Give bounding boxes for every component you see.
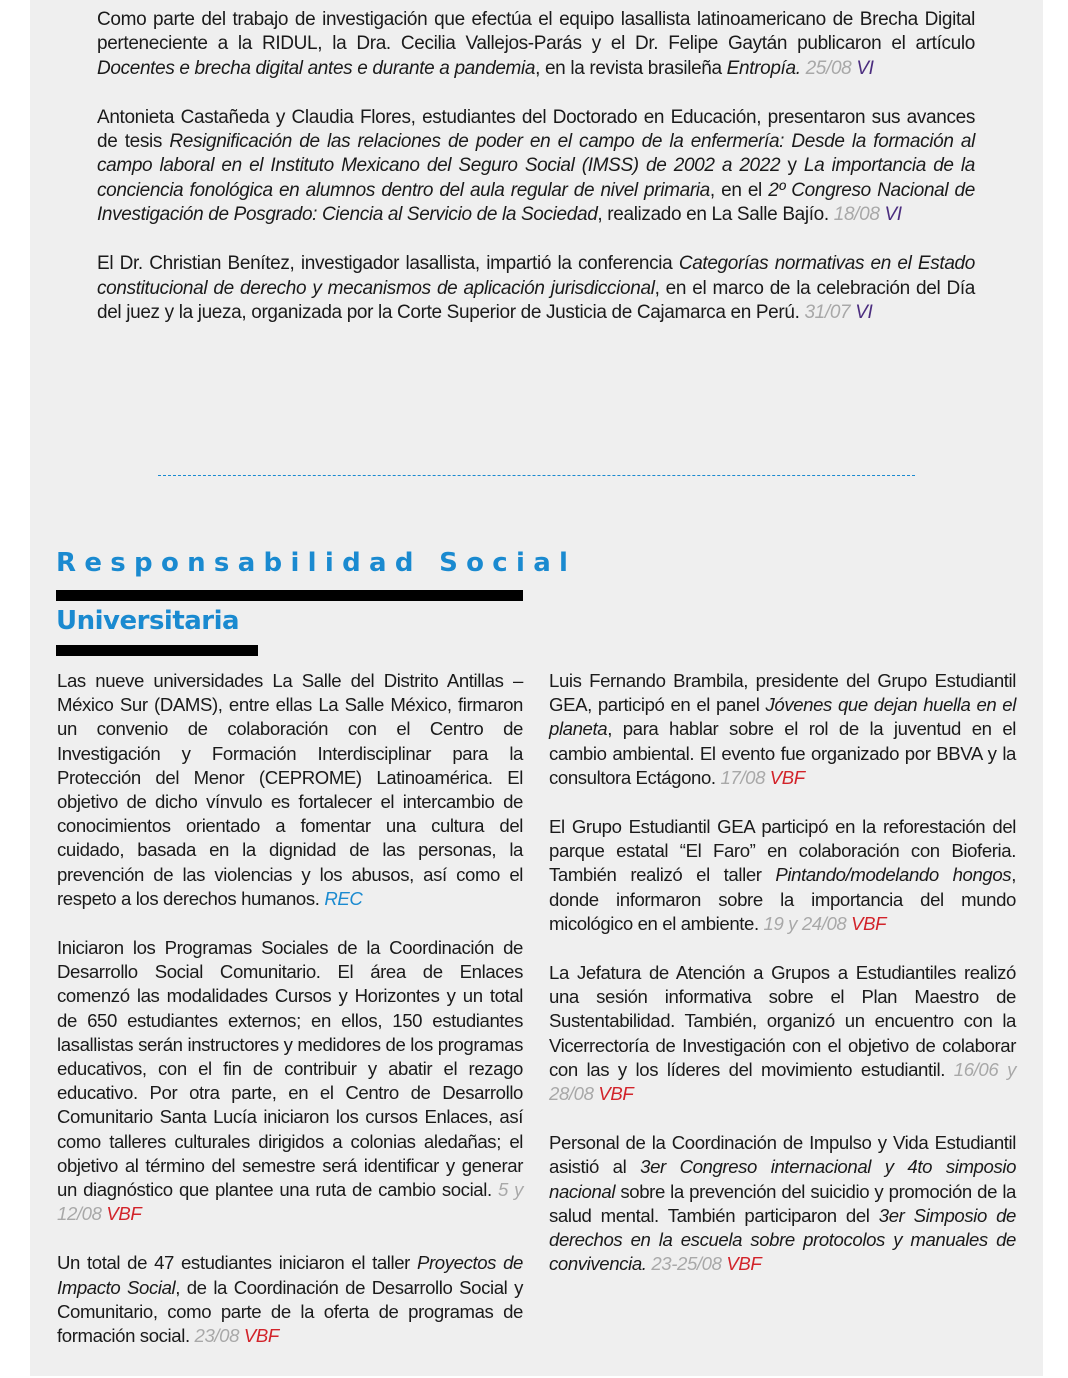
item-text: , de la Coordinación de Desarrollo Social y Comunitario, como parte de la oferta de programas de formación social. xyxy=(57,1276,523,1347)
item-date: 5 y 12/08 xyxy=(57,1179,523,1225)
item-text: , donde informaron sobre la importancia del mundo micológico en el ambiente. xyxy=(549,864,1016,934)
news-item xyxy=(97,252,975,325)
item-source-tag: VBF xyxy=(598,1083,634,1105)
item-text: Personal de la Coordinación de Impulso y Vida Estudiantil asistió al xyxy=(549,1132,1016,1178)
section-heading-line1: Responsabilidad Social xyxy=(56,548,577,578)
item-text: El Grupo Estudiantil GEA participó en la reforestación del parque estatal “El Faro” en colaboración con Bioferia. También realizó el taller xyxy=(549,816,1016,886)
item-date: 19 y 24/08 xyxy=(763,912,847,934)
item-source-tag: VBF xyxy=(851,912,887,934)
item-text: . xyxy=(641,1253,647,1275)
workshop-title: Proyectos de Impacto Social xyxy=(57,1252,523,1298)
item-text: Un total de 47 estudiantes iniciaron el taller xyxy=(57,1252,417,1274)
congress-title: 3er Congreso internacional y 4to simposio nacional xyxy=(549,1156,1017,1202)
news-item xyxy=(57,669,523,911)
news-item xyxy=(549,669,1016,790)
item-text: Antonieta Castañeda y Claudia Flores, estudiantes del Doctorado en Educación, presentaron sus avances de tesis xyxy=(97,106,975,153)
item-source-tag: VI xyxy=(855,301,873,323)
congress-title: 2º Congreso Nacional de Investigación de Posgrado: Ciencia al Servicio de la Sociedad xyxy=(97,179,975,226)
item-text: Como parte del trabajo de investigación que efectúa el equipo lasallista latinoamericano de Brecha Digital perteneciente a la RIDUL, la Dra. Cecilia Vallejos-Parás y el Dr. Felipe Gaytán publicaron el artículo xyxy=(97,9,975,55)
news-item xyxy=(549,815,1016,936)
item-date: 18/08 xyxy=(833,204,880,226)
item-text: , para hablar sobre el rol de la juventud en el cambio ambiental. El evento fue organizado por BBVA y la consultora Ectágono. xyxy=(549,718,1016,788)
item-date: 17/08 xyxy=(720,766,766,788)
heading-underline-bar xyxy=(56,590,523,601)
item-date: 23-25/08 xyxy=(651,1253,722,1275)
item-text: Las nueve universidades La Salle del Distrito Antillas – México Sur (DAMS), entre ellas La Salle México, firmaron un convenio de colaboración con el Centro de Investigación y Formación Interdisciplinar para la Protección del Menor (CEPROME) Latinoamérica. El objetivo de dicho vínvulo es fortalecer el intercambio de conocimientos orientado a fomentar una cultura del cuidado, basada en la dignidad de las personas, la prevención de las violencias y los abusos, así como el respeto a los derechos humanos. xyxy=(57,670,523,909)
item-source-tag: VBF xyxy=(769,766,805,788)
item-date: 16/06 y 28/08 xyxy=(549,1058,1016,1105)
news-item xyxy=(549,1131,1016,1276)
item-source-tag: VBF xyxy=(726,1253,762,1275)
section-divider xyxy=(158,475,915,476)
news-item xyxy=(549,961,1016,1106)
item-source-tag: VBF xyxy=(106,1203,142,1225)
news-item xyxy=(57,1251,523,1348)
left-column xyxy=(57,669,523,1373)
item-date: 31/07 xyxy=(804,301,851,323)
item-date: 23/08 xyxy=(194,1325,240,1347)
item-text: , en la revista brasileña xyxy=(535,57,727,79)
item-text: sobre la prevención del suicidio y promoción de la salud mental. También participaron del xyxy=(549,1180,1016,1226)
news-item xyxy=(97,106,975,227)
item-text: El Dr. Christian Benítez, investigador lasallista, impartió la conferencia xyxy=(97,253,679,275)
item-source-tag: VI xyxy=(856,57,874,79)
item-source-tag: VI xyxy=(884,204,902,226)
item-text: y xyxy=(780,155,804,177)
item-date: 25/08 xyxy=(805,57,852,79)
item-text: . xyxy=(795,57,801,79)
news-item xyxy=(57,936,523,1226)
right-column xyxy=(549,669,1016,1301)
thesis-title: La importancia de la conciencia fonológica en alumnos dentro del aula regular de nivel primaria xyxy=(97,155,975,201)
panel-title: Jóvenes que dejan huella en el planeta xyxy=(549,694,1016,740)
item-text: La Jefatura de Atención a Grupos a Estudiantiles realizó una sesión informativa sobre el Plan Maestro de Sustentabilidad. También, organizó un encuentro con la Vicerrectoría de Investigación con el objetivo de colaborar con las y los líderes del movimiento estudiantil. xyxy=(549,962,1016,1080)
item-text: , en el marco de la celebración del Día del juez y la jueza, organizada por la Corte Superior de Justicia de Cajamarca en Perú. xyxy=(97,277,975,323)
thesis-title: Resignificación de las relaciones de poder en el campo de la enfermería: Desde la formación al campo laboral en el Instituto Mexicano del Seguro Social (IMSS) de 2002 a 2022 xyxy=(97,131,975,177)
conference-title: Categorías normativas en el Estado constitucional de derecho y mecanismos de aplicación jurisdiccional xyxy=(97,253,975,299)
workshop-title: Pintando/modelando hongos xyxy=(775,864,1012,886)
item-text: , realizado en La Salle Bajío. xyxy=(597,204,829,226)
article-title: Docentes e brecha digital antes e durante a pandemia xyxy=(97,57,536,79)
item-text: , en el xyxy=(709,179,769,201)
research-news-block xyxy=(97,8,975,350)
section-heading-line2: Universitaria xyxy=(56,606,240,636)
item-source-tag: REC xyxy=(324,887,363,909)
journal-title: Entropía xyxy=(726,57,796,79)
item-source-tag: VBF xyxy=(243,1325,279,1347)
item-text: Iniciaron los Programas Sociales de la Coordinación de Desarrollo Social Comunitario. El área de Enlaces comenzó las modalidades Cursos y Horizontes y un total de 650 estudiantes externos; en ellos, 150 estudiantes lasallistas serán instructores y medidores de los programas educativos, con el fin de contribuir y abatir el rezago educativo. Por otra parte, en el Centro de Desarrollo Comunitario Santa Lucía iniciaron los cursos Enlaces, así como talleres culturales dirigidos a colonias aledañas; el objetivo al término del semestre será identificar y generar un diagnóstico que plantee una ruta de cambio social. xyxy=(57,937,523,1201)
heading-underline-bar xyxy=(56,645,258,656)
symposium-title: 3er Simposio de derechos en la escuela sobre protocolos y manuales de convivencia xyxy=(549,1204,1016,1275)
news-item xyxy=(97,8,975,81)
item-text: Luis Fernando Brambila, presidente del Grupo Estudiantil GEA, participó en el panel xyxy=(549,670,1016,716)
